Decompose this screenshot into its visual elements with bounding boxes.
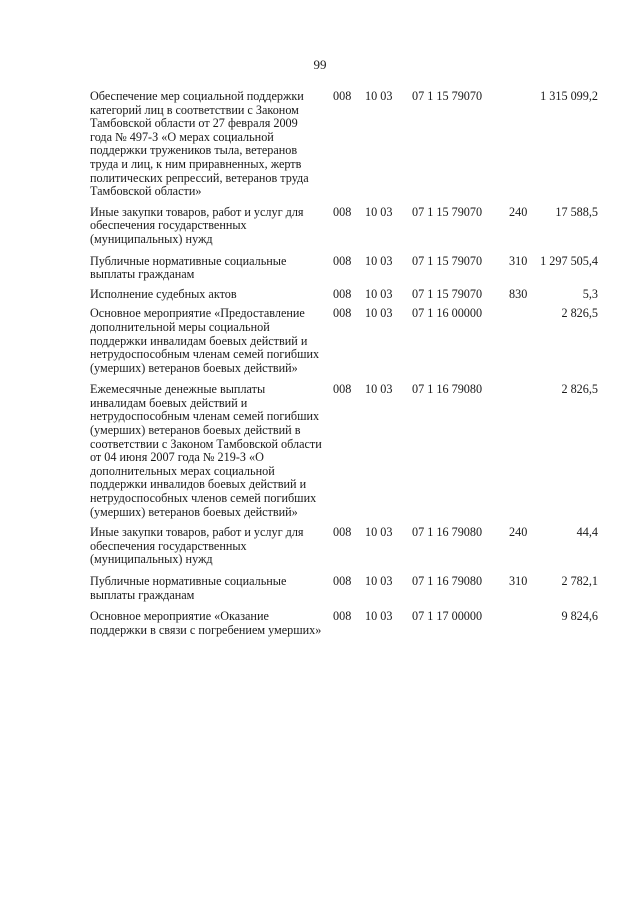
expense-type-code: 310	[509, 574, 528, 588]
amount: 1 297 505,4	[540, 253, 598, 268]
expense-type-code: 240	[509, 204, 528, 219]
amount: 17 588,5	[555, 204, 598, 219]
row-description: Исполнение судебных актов	[90, 286, 237, 301]
section-code: 10 03	[365, 382, 393, 397]
budget-table	[90, 90, 610, 637]
ministry-code: 008	[333, 306, 352, 321]
expense-type-code: 310	[509, 253, 528, 268]
target-code: 07 1 15 79070	[412, 286, 483, 301]
row-description: Иные закупки товаров, работ и услуг для обеспечения государственных (муниципальных) нужд	[90, 204, 304, 246]
row-description: Основное мероприятие «Предоставление дополнительной меры социальной поддержки инвалидам боевых действий и нетрудоспособным членам семей погибших (умерших) ветеранов боевых действий»	[90, 306, 320, 375]
table-row	[90, 526, 610, 567]
target-code: 07 1 16 79080	[412, 525, 483, 540]
table-row	[90, 575, 610, 602]
target-code: 07 1 16 79080	[412, 382, 483, 397]
page-number: 99	[313, 57, 327, 72]
table-row	[90, 90, 610, 199]
amount: 5,3	[582, 286, 598, 301]
table-row	[90, 383, 610, 519]
amount: 2 826,5	[561, 306, 598, 321]
section-code: 10 03	[365, 253, 393, 268]
amount: 2 826,5	[561, 382, 598, 397]
amount: 2 782,1	[561, 574, 598, 588]
amount: 1 315 099,2	[540, 89, 598, 103]
row-description: Публичные нормативные социальные выплаты гражданам	[90, 574, 287, 602]
row-description: Обеспечение мер социальной поддержки категорий лиц в соответствии с Законом Тамбовской области от 27 февраля 2009 года № 497-З «О мерах социальной поддержки тружеников тыла, ветеранов труда и лиц, к ним приравненных, жертв политических репрессий, ветеранов труда Тамбовской области»	[90, 89, 309, 199]
row-description: Ежемесячные денежные выплаты инвалидам боевых действий и нетрудоспособным членам семей погибших (умерших) ветеранов боевых действий в соответствии с Законом Тамбовской области от 04 июня 2007 года № 219-З «О дополнительных мерах социальной поддержки инвалидов боевых действий и нетрудоспособных членов семей погибших (умерших) ветеранов боевых действий»	[90, 382, 322, 519]
target-code: 07 1 15 79070	[412, 89, 483, 103]
ministry-code: 008	[333, 525, 352, 540]
section-code: 10 03	[365, 204, 393, 219]
row-description: Публичные нормативные социальные выплаты гражданам	[90, 253, 287, 282]
table-row	[90, 288, 610, 302]
section-code: 10 03	[365, 525, 393, 540]
ministry-code: 008	[333, 382, 352, 397]
ministry-code: 008	[333, 574, 352, 588]
ministry-code: 008	[333, 89, 352, 103]
row-description: Основное мероприятие «Оказание поддержки в связи с погребением умерших»	[90, 609, 322, 637]
amount: 9 824,6	[561, 609, 598, 624]
amount: 44,4	[576, 525, 598, 540]
section-code: 10 03	[365, 306, 393, 321]
target-code: 07 1 15 79070	[412, 253, 483, 268]
expense-type-code: 830	[509, 286, 528, 301]
table-row	[90, 255, 610, 282]
ministry-code: 008	[333, 253, 352, 268]
section-code: 10 03	[365, 574, 393, 588]
row-description: Иные закупки товаров, работ и услуг для обеспечения государственных (муниципальных) нужд	[90, 525, 304, 567]
ministry-code: 008	[333, 286, 352, 301]
expense-type-code: 240	[509, 525, 528, 540]
ministry-code: 008	[333, 609, 352, 624]
table-row	[90, 206, 610, 247]
target-code: 07 1 15 79070	[412, 204, 483, 219]
section-code: 10 03	[365, 89, 393, 103]
target-code: 07 1 17 00000	[412, 609, 483, 624]
section-code: 10 03	[365, 286, 393, 301]
section-code: 10 03	[365, 609, 393, 624]
ministry-code: 008	[333, 204, 352, 219]
table-row	[90, 610, 610, 637]
target-code: 07 1 16 00000	[412, 306, 483, 321]
table-row	[90, 307, 610, 375]
target-code: 07 1 16 79080	[412, 574, 483, 588]
